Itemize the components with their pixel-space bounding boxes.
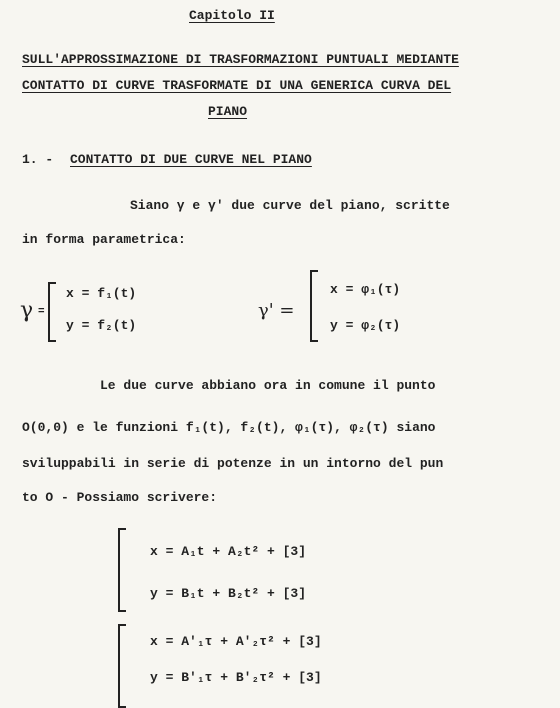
gamma-brace (48, 282, 56, 342)
para1-line2: in forma parametrica: (22, 232, 186, 247)
series1-eq2: y = B₁t + B₂t² + [3] (150, 586, 307, 601)
title-line-3: PIANO (208, 104, 248, 119)
para2-line3: sviluppabili in serie di potenze in un intorno del pun (22, 456, 444, 471)
gamma-prime-eq2: y = φ₂(τ) (330, 318, 401, 333)
para2-line1: Le due curve abbiano ora in comune il punto (100, 378, 436, 393)
gamma-eq2: y = f₂(t) (66, 318, 137, 333)
chapter-heading: Capitolo II (189, 8, 275, 23)
para1-line1: Siano γ e γ' due curve del piano, scritte (130, 198, 450, 213)
para2-line2: O(0,0) e le funzioni f₁(t), f₂(t), φ₁(τ), φ₂(τ) siano (22, 420, 436, 435)
gamma-symbol: γ (20, 298, 34, 323)
gamma-equals: = (38, 306, 45, 318)
gamma-eq1: x = f₁(t) (66, 286, 137, 301)
series2-eq2: y = B'₁τ + B'₂τ² + [3] (150, 670, 322, 685)
series2-eq1: x = A'₁τ + A'₂τ² + [3] (150, 634, 322, 649)
section-title: CONTATTO DI DUE CURVE NEL PIANO (70, 152, 312, 167)
gamma-prime-brace (310, 270, 318, 342)
para2-line4: to O - Possiamo scrivere: (22, 490, 218, 505)
section-number: 1. - (22, 152, 54, 167)
series1-eq1: x = A₁t + A₂t² + [3] (150, 544, 307, 559)
gamma-prime-symbol: γ' = (258, 300, 295, 321)
title-line-1: SULL'APPROSSIMAZIONE DI TRASFORMAZIONI PUNTUALI MEDIANTE (22, 52, 459, 67)
gamma-prime-eq1: x = φ₁(τ) (330, 282, 401, 297)
series1-brace (118, 528, 126, 612)
title-line-2: CONTATTO DI CURVE TRASFORMATE DI UNA GENERICA CURVA DEL (22, 78, 452, 93)
series2-brace (118, 624, 126, 708)
